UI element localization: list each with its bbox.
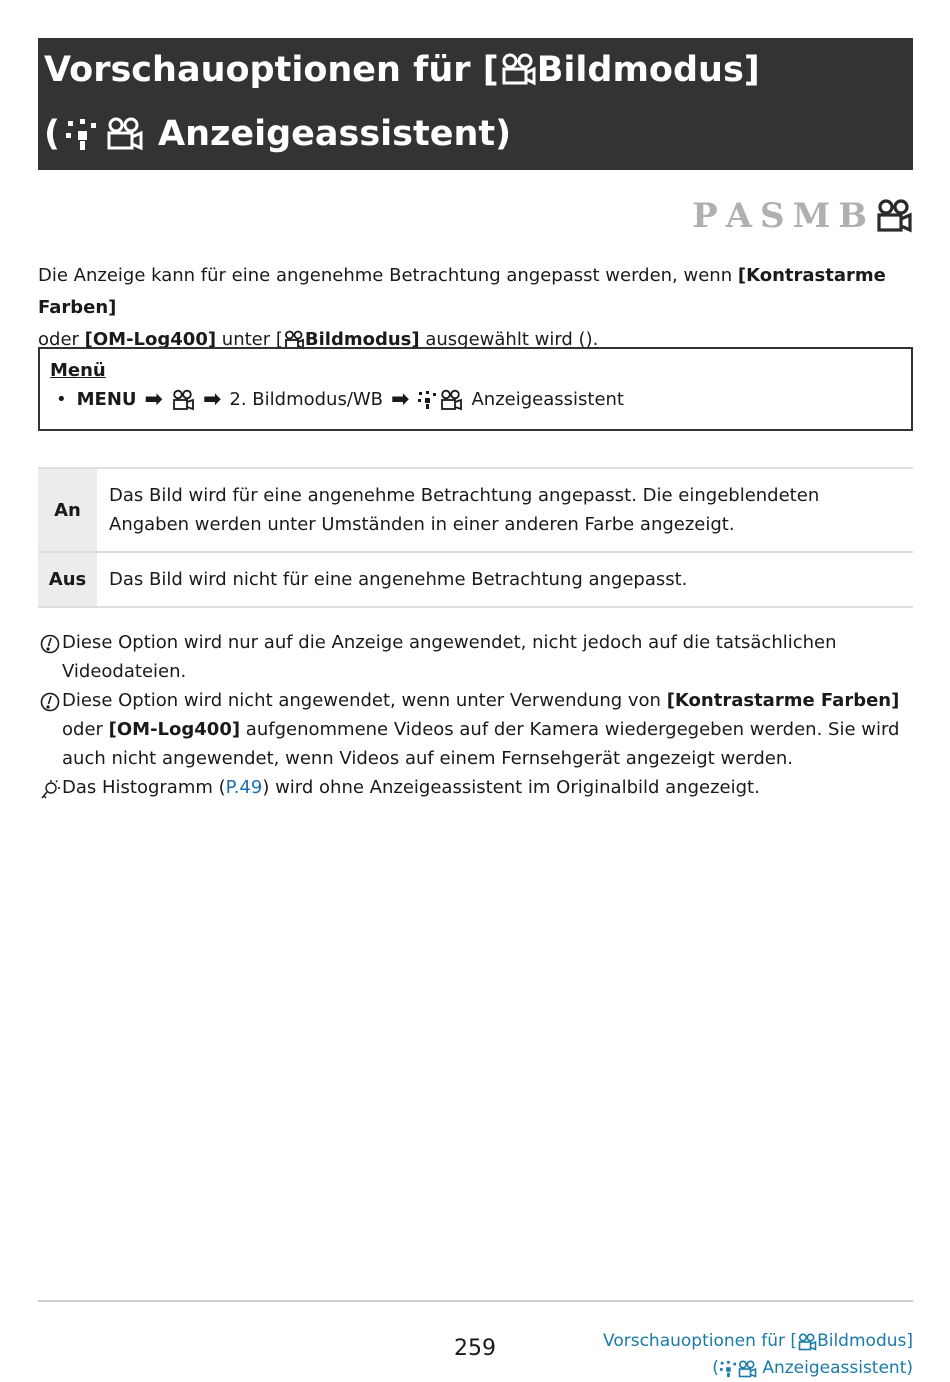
mode-s: S: [760, 196, 787, 236]
mode-p: P: [692, 196, 720, 236]
display-assist-icon: [719, 1360, 737, 1378]
menu-heading: Menü: [50, 360, 106, 381]
option-key: An: [38, 468, 97, 552]
mode-m: M: [792, 196, 833, 236]
note-caution: [38, 686, 918, 773]
intro-text: ausgewählt wird ().: [419, 329, 599, 350]
movie-camera-icon: [797, 1333, 817, 1351]
movie-camera-icon: [171, 389, 195, 411]
bullet: •: [56, 389, 67, 410]
title-line-1: [44, 50, 760, 90]
note-text: [62, 773, 918, 802]
menu-step-tab: 2. Bildmodus/WB: [229, 389, 384, 410]
option-description: Das Bild wird nicht für eine angenehme Betrachtung angepasst.: [97, 552, 913, 607]
title-text-line2: Anzeigeassistent): [158, 114, 512, 154]
intro-term: [OM-Log400]: [84, 329, 217, 350]
title-text-suffix: Bildmodus]: [536, 50, 760, 90]
menu-label: MENU: [76, 389, 137, 410]
footer-ref-text: (: [712, 1358, 719, 1378]
title-line-2: [44, 114, 511, 154]
footer-ref-text: Vorschauoptionen für [: [603, 1331, 798, 1351]
option-key: Aus: [38, 552, 97, 607]
note-term: [Kontrastarme Farben]: [666, 690, 900, 711]
section-title: [38, 38, 913, 170]
notes: [38, 628, 918, 802]
intro-paragraph: [38, 260, 918, 356]
shooting-modes: [692, 196, 913, 236]
page-number: 259: [454, 1336, 496, 1361]
arrow-right-icon: ➡: [202, 387, 222, 412]
option-description: Das Bild wird für eine angenehme Betrachtung angepasst. Die eingeblendeten Angaben werden unter Umständen in einer anderen Farbe angezeigt.: [97, 468, 913, 552]
arrow-right-icon: ➡: [144, 387, 163, 412]
note-text-part: Das Histogramm (: [62, 777, 226, 798]
note-caution: [38, 628, 918, 686]
caution-icon: [38, 686, 62, 712]
note-text-part: ) wird ohne Anzeigeassistent im Originalbild angezeigt.: [262, 777, 760, 798]
mode-b: B: [838, 196, 869, 236]
movie-camera-icon: [104, 116, 144, 152]
footer-ref-line-1: [603, 1328, 913, 1355]
footer-ref-text: Bildmodus]: [817, 1331, 913, 1351]
options-table: [38, 467, 913, 608]
note-text: [62, 686, 918, 773]
note-text-part: Diese Option wird nicht angewendet, wenn unter Verwendung von: [62, 690, 667, 711]
movie-camera-icon: [499, 52, 537, 88]
note-text-part: oder: [62, 719, 109, 740]
intro-text: oder: [38, 329, 85, 350]
movie-camera-icon: [875, 199, 913, 233]
menu-step-item: Anzeigeassistent: [471, 389, 624, 410]
page-reference-link[interactable]: P.49: [225, 777, 263, 798]
footer-divider: [38, 1300, 913, 1302]
intro-term: Bildmodus]: [304, 329, 420, 350]
arrow-right-icon: ➡: [391, 387, 410, 412]
movie-camera-icon: [439, 389, 463, 411]
section-reference-link[interactable]: [603, 1328, 913, 1382]
movie-camera-icon: [737, 1360, 757, 1378]
table-row: [38, 468, 913, 552]
title-text-prefix: Vorschauoptionen für [: [44, 50, 499, 90]
menu-path-box: [38, 347, 913, 431]
intro-line-1: [38, 260, 918, 324]
table-row: [38, 552, 913, 607]
mode-a: A: [725, 196, 755, 236]
note-tip: [38, 773, 918, 802]
intro-text: unter [: [216, 329, 283, 350]
note-term: [OM-Log400]: [108, 719, 241, 740]
note-text-part: aufgenommene Videos auf der Kamera wiedergegeben werden. Sie wird auch nicht angewendet, wenn Videos auf einem Fernsehgerät angezeigt werden.: [62, 719, 900, 769]
display-assist-icon: [417, 390, 437, 410]
note-text: Diese Option wird nur auf die Anzeige angewendet, nicht jedoch auf die tatsächlichen Videodateien.: [62, 632, 837, 682]
display-assist-icon: [64, 117, 100, 151]
menu-path: [50, 385, 901, 415]
caution-icon: [38, 628, 62, 654]
footer-ref-text: Anzeigeassistent): [756, 1358, 913, 1378]
tip-icon: [38, 773, 62, 801]
intro-term: [Kontrastarme Farben]: [38, 265, 886, 318]
intro-text: Die Anzeige kann für eine angenehme Betrachtung angepasst werden, wenn: [38, 265, 738, 286]
title-paren: (: [44, 114, 60, 154]
